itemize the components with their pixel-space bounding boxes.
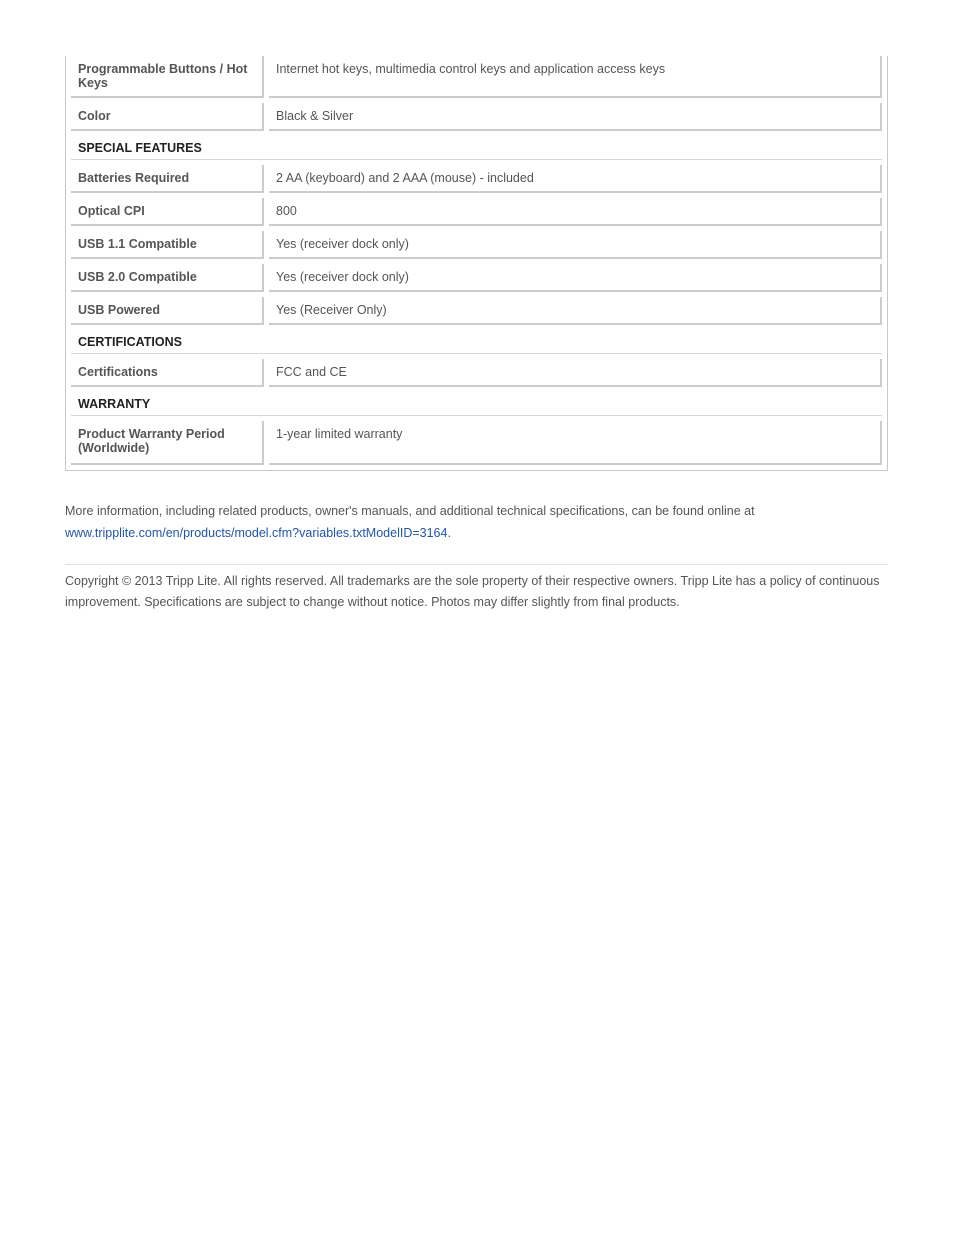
spec-label: USB 2.0 Compatible	[71, 264, 264, 292]
spec-value: FCC and CE	[269, 359, 882, 387]
spec-label: USB 1.1 Compatible	[71, 231, 264, 259]
spec-value: Yes (receiver dock only)	[269, 264, 882, 292]
spec-label: Programmable Buttons / Hot Keys	[71, 56, 264, 98]
spec-row-usb11	[71, 231, 882, 259]
spec-row-batteries	[71, 165, 882, 193]
section-header-warranty: WARRANTY	[71, 392, 882, 416]
spec-row-programmable-buttons	[71, 56, 882, 98]
copyright-notice: Copyright © 2013 Tripp Lite. All rights reserved. All trademarks are the sole property of their respective owners. Tripp Lite has a policy of continuous improvement. Specifications are subject to change without notice. Photos may differ slightly from final products.	[65, 574, 880, 609]
spec-value: Yes (receiver dock only)	[269, 231, 882, 259]
spec-label: Color	[71, 103, 264, 131]
spec-label: Certifications	[71, 359, 264, 387]
product-page-link[interactable]: www.tripplite.com/en/products/model.cfm?variables.txtModelID=3164	[65, 526, 448, 540]
section-header-special-features: SPECIAL FEATURES	[71, 136, 882, 160]
spec-label: USB Powered	[71, 297, 264, 325]
spec-row-usb20	[71, 264, 882, 292]
spec-row-optical-cpi	[71, 198, 882, 226]
spec-row-certifications	[71, 359, 882, 387]
spec-row-usb-powered	[71, 297, 882, 325]
spec-label: Optical CPI	[71, 198, 264, 226]
spec-row-warranty	[71, 421, 882, 465]
more-info-paragraph	[65, 500, 888, 544]
spec-label: Batteries Required	[71, 165, 264, 193]
spec-value: 800	[269, 198, 882, 226]
footer-divider	[65, 564, 888, 565]
more-info-text: More information, including related products, owner's manuals, and additional technical specifications, can be found online at	[65, 504, 755, 518]
spec-row-color	[71, 103, 882, 131]
spec-value: Yes (Receiver Only)	[269, 297, 882, 325]
spec-label: Product Warranty Period (Worldwide)	[71, 421, 264, 465]
spec-value: 1-year limited warranty	[269, 421, 882, 465]
link-suffix: .	[447, 526, 451, 540]
spec-value: Black & Silver	[269, 103, 882, 131]
section-header-certifications: CERTIFICATIONS	[71, 330, 882, 354]
spec-value: 2 AA (keyboard) and 2 AAA (mouse) - included	[269, 165, 882, 193]
spec-value: Internet hot keys, multimedia control keys and application access keys	[269, 56, 882, 98]
spec-table	[65, 56, 888, 471]
